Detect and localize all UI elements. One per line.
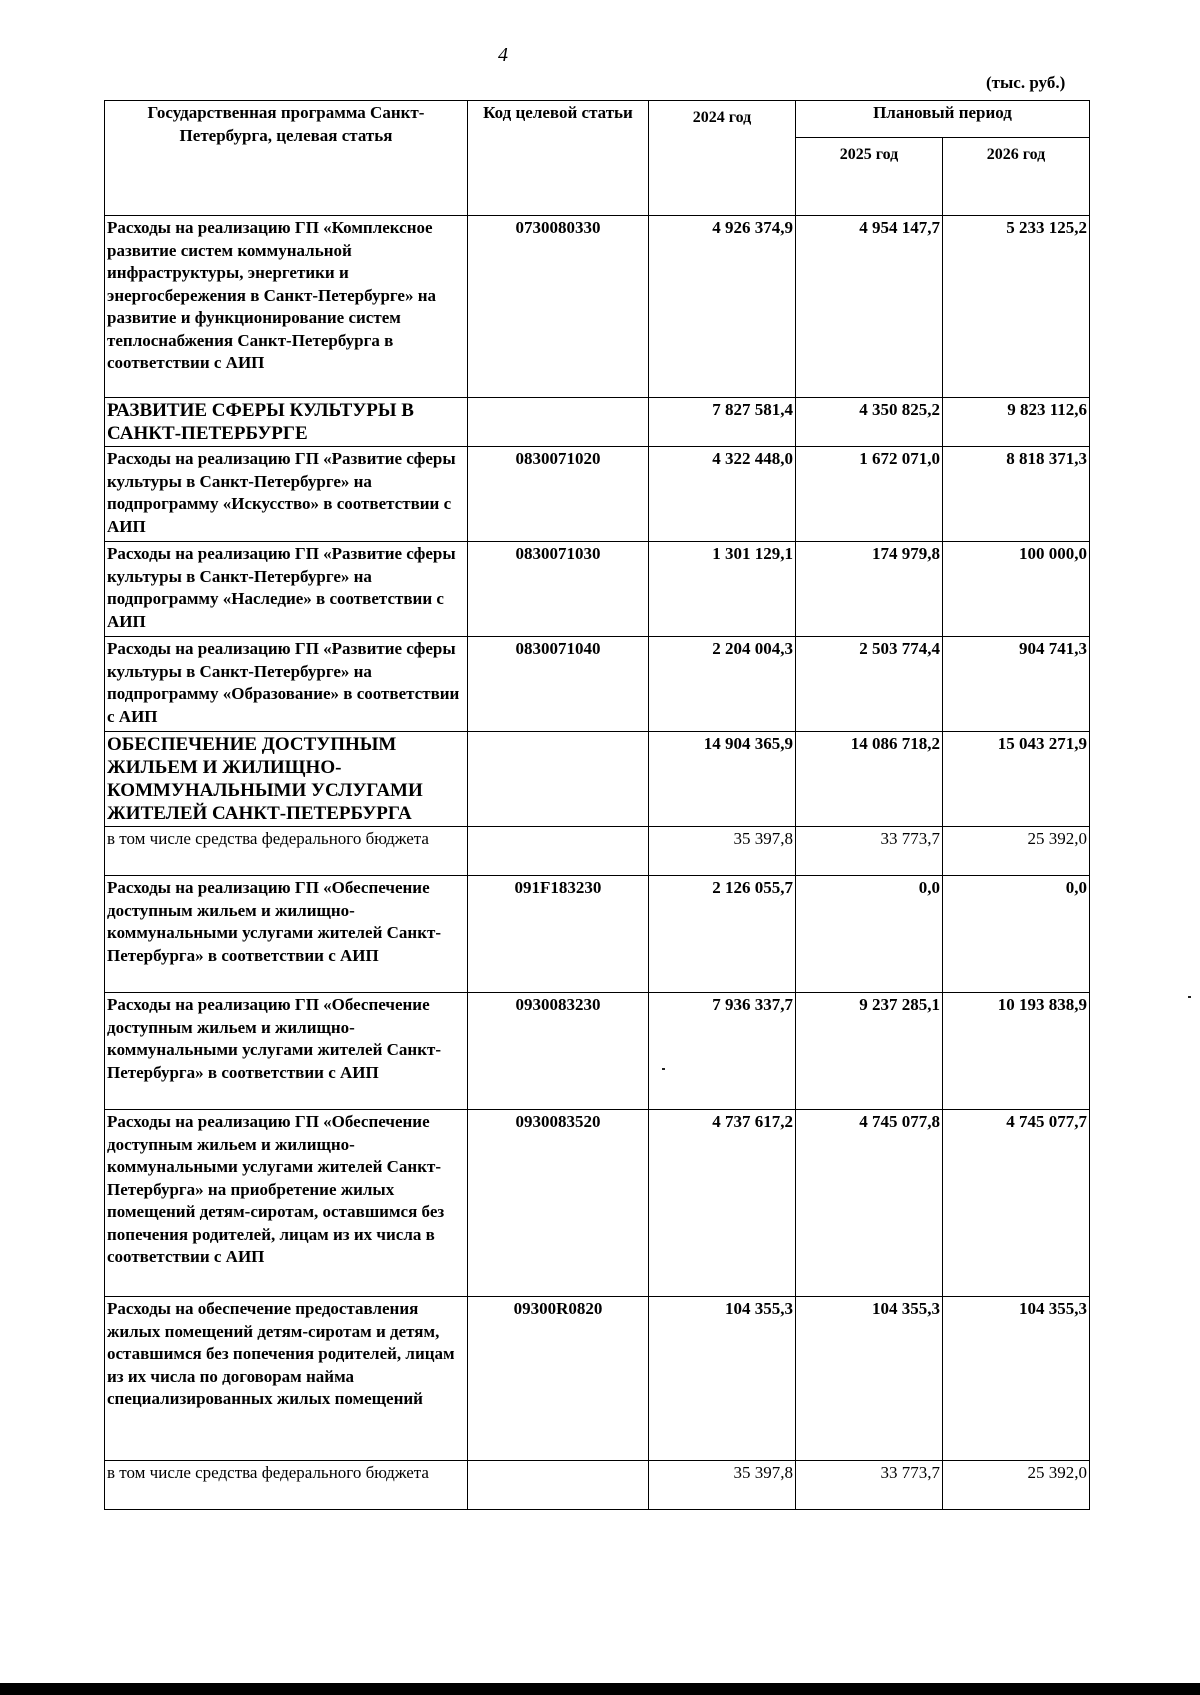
row-value-2026: 100 000,0 <box>943 542 1090 637</box>
table-row <box>105 732 1090 827</box>
row-code <box>468 1461 649 1510</box>
row-code: 0830071040 <box>468 637 649 732</box>
header-year-2025: 2025 год <box>796 138 943 216</box>
header-year-2024: 2024 год <box>649 101 796 216</box>
table-row <box>105 993 1090 1110</box>
page-number: 4 <box>498 44 508 66</box>
row-value-2026: 9 823 112,6 <box>943 398 1090 447</box>
row-value-2026: 0,0 <box>943 876 1090 993</box>
table-row <box>105 1297 1090 1461</box>
row-name: ОБЕСПЕЧЕНИЕ ДОСТУПНЫМ ЖИЛЬЕМ И ЖИЛИЩНО-КОММУНАЛЬНЫМИ УСЛУГАМИ ЖИТЕЛЕЙ САНКТ-ПЕТЕРБУРГА <box>105 732 468 827</box>
table-row <box>105 447 1090 542</box>
scan-speck <box>662 1068 665 1070</box>
row-value-2024: 35 397,8 <box>649 1461 796 1510</box>
row-value-2026: 10 193 838,9 <box>943 993 1090 1110</box>
row-value-2024: 1 301 129,1 <box>649 542 796 637</box>
row-value-2025: 14 086 718,2 <box>796 732 943 827</box>
row-code <box>468 732 649 827</box>
row-name: РАЗВИТИЕ СФЕРЫ КУЛЬТУРЫ В САНКТ-ПЕТЕРБУРГЕ <box>105 398 468 447</box>
row-value-2025: 33 773,7 <box>796 1461 943 1510</box>
table-row <box>105 876 1090 993</box>
row-code: 0730080330 <box>468 216 649 398</box>
row-value-2024: 35 397,8 <box>649 827 796 876</box>
table-row <box>105 637 1090 732</box>
row-value-2026: 8 818 371,3 <box>943 447 1090 542</box>
table-row <box>105 542 1090 637</box>
row-name: Расходы на реализацию ГП «Развитие сферы культуры в Санкт-Петербурге» на подпрограмму «Искусство» в соответствии с АИП <box>105 447 468 542</box>
row-code: 091F183230 <box>468 876 649 993</box>
budget-table <box>104 100 1090 1510</box>
row-value-2024: 14 904 365,9 <box>649 732 796 827</box>
units-label: (тыс. руб.) <box>986 73 1066 92</box>
row-value-2024: 4 737 617,2 <box>649 1110 796 1297</box>
row-name: Расходы на обеспечение предоставления жилых помещений детям-сиротам и детям, оставшимся без попечения родителей, лицам из их числа по договорам найма специализированных жилых помещений <box>105 1297 468 1461</box>
row-code <box>468 398 649 447</box>
row-name: Расходы на реализацию ГП «Обеспечение доступным жильем и жилищно-коммунальными услугами жителей Санкт-Петербурга» в соответствии с АИП <box>105 876 468 993</box>
row-code: 0930083230 <box>468 993 649 1110</box>
table-row <box>105 216 1090 398</box>
row-value-2025: 4 350 825,2 <box>796 398 943 447</box>
row-value-2026: 15 043 271,9 <box>943 732 1090 827</box>
row-value-2024: 7 827 581,4 <box>649 398 796 447</box>
row-value-2024: 2 126 055,7 <box>649 876 796 993</box>
row-name: в том числе средства федерального бюджета <box>105 827 468 876</box>
table-row <box>105 827 1090 876</box>
row-value-2025: 0,0 <box>796 876 943 993</box>
header-year-2026: 2026 год <box>943 138 1090 216</box>
row-code: 0930083520 <box>468 1110 649 1297</box>
row-value-2025: 2 503 774,4 <box>796 637 943 732</box>
row-value-2025: 104 355,3 <box>796 1297 943 1461</box>
row-code: 09300R0820 <box>468 1297 649 1461</box>
row-value-2026: 104 355,3 <box>943 1297 1090 1461</box>
row-name: Расходы на реализацию ГП «Развитие сферы культуры в Санкт-Петербурге» на подпрограмму «Образование» в соответствии с АИП <box>105 637 468 732</box>
row-value-2024: 104 355,3 <box>649 1297 796 1461</box>
row-value-2025: 4 954 147,7 <box>796 216 943 398</box>
row-value-2025: 33 773,7 <box>796 827 943 876</box>
row-value-2024: 7 936 337,7 <box>649 993 796 1110</box>
row-name: в том числе средства федерального бюджета <box>105 1461 468 1510</box>
row-name: Расходы на реализацию ГП «Обеспечение доступным жильем и жилищно-коммунальными услугами жителей Санкт-Петербурга» на приобретение жилых помещений детям-сиротам, оставшимся без попечения родителей, лицам из их числа в соответствии с АИП <box>105 1110 468 1297</box>
header-code: Код целевой статьи <box>468 101 649 216</box>
header-program: Государственная программа Санкт-Петербурга, целевая статья <box>105 101 468 216</box>
row-value-2024: 4 926 374,9 <box>649 216 796 398</box>
row-value-2026: 904 741,3 <box>943 637 1090 732</box>
row-value-2025: 1 672 071,0 <box>796 447 943 542</box>
row-value-2024: 4 322 448,0 <box>649 447 796 542</box>
table-row <box>105 1461 1090 1510</box>
row-value-2026: 25 392,0 <box>943 1461 1090 1510</box>
row-value-2025: 4 745 077,8 <box>796 1110 943 1297</box>
row-value-2026: 5 233 125,2 <box>943 216 1090 398</box>
table-row <box>105 1110 1090 1297</box>
row-value-2026: 25 392,0 <box>943 827 1090 876</box>
row-value-2025: 9 237 285,1 <box>796 993 943 1110</box>
row-value-2026: 4 745 077,7 <box>943 1110 1090 1297</box>
row-code <box>468 827 649 876</box>
row-name: Расходы на реализацию ГП «Комплексное развитие систем коммунальной инфраструктуры, энергетики и энергосбережения в Санкт-Петербурге» на развитие и функционирование систем теплоснабжения Санкт-Петербурга в соответствии с АИП <box>105 216 468 398</box>
scan-speck <box>1188 996 1191 998</box>
row-name: Расходы на реализацию ГП «Развитие сферы культуры в Санкт-Петербурге» на подпрограмму «Наследие» в соответствии с АИП <box>105 542 468 637</box>
row-code: 0830071030 <box>468 542 649 637</box>
scan-bottom-border <box>0 1683 1200 1695</box>
row-name: Расходы на реализацию ГП «Обеспечение доступным жильем и жилищно-коммунальными услугами жителей Санкт-Петербурга» в соответствии с АИП <box>105 993 468 1110</box>
row-value-2025: 174 979,8 <box>796 542 943 637</box>
table-header-row-1 <box>105 101 1090 138</box>
row-code: 0830071020 <box>468 447 649 542</box>
table-row <box>105 398 1090 447</box>
header-planned-period: Плановый период <box>796 101 1090 138</box>
row-value-2024: 2 204 004,3 <box>649 637 796 732</box>
